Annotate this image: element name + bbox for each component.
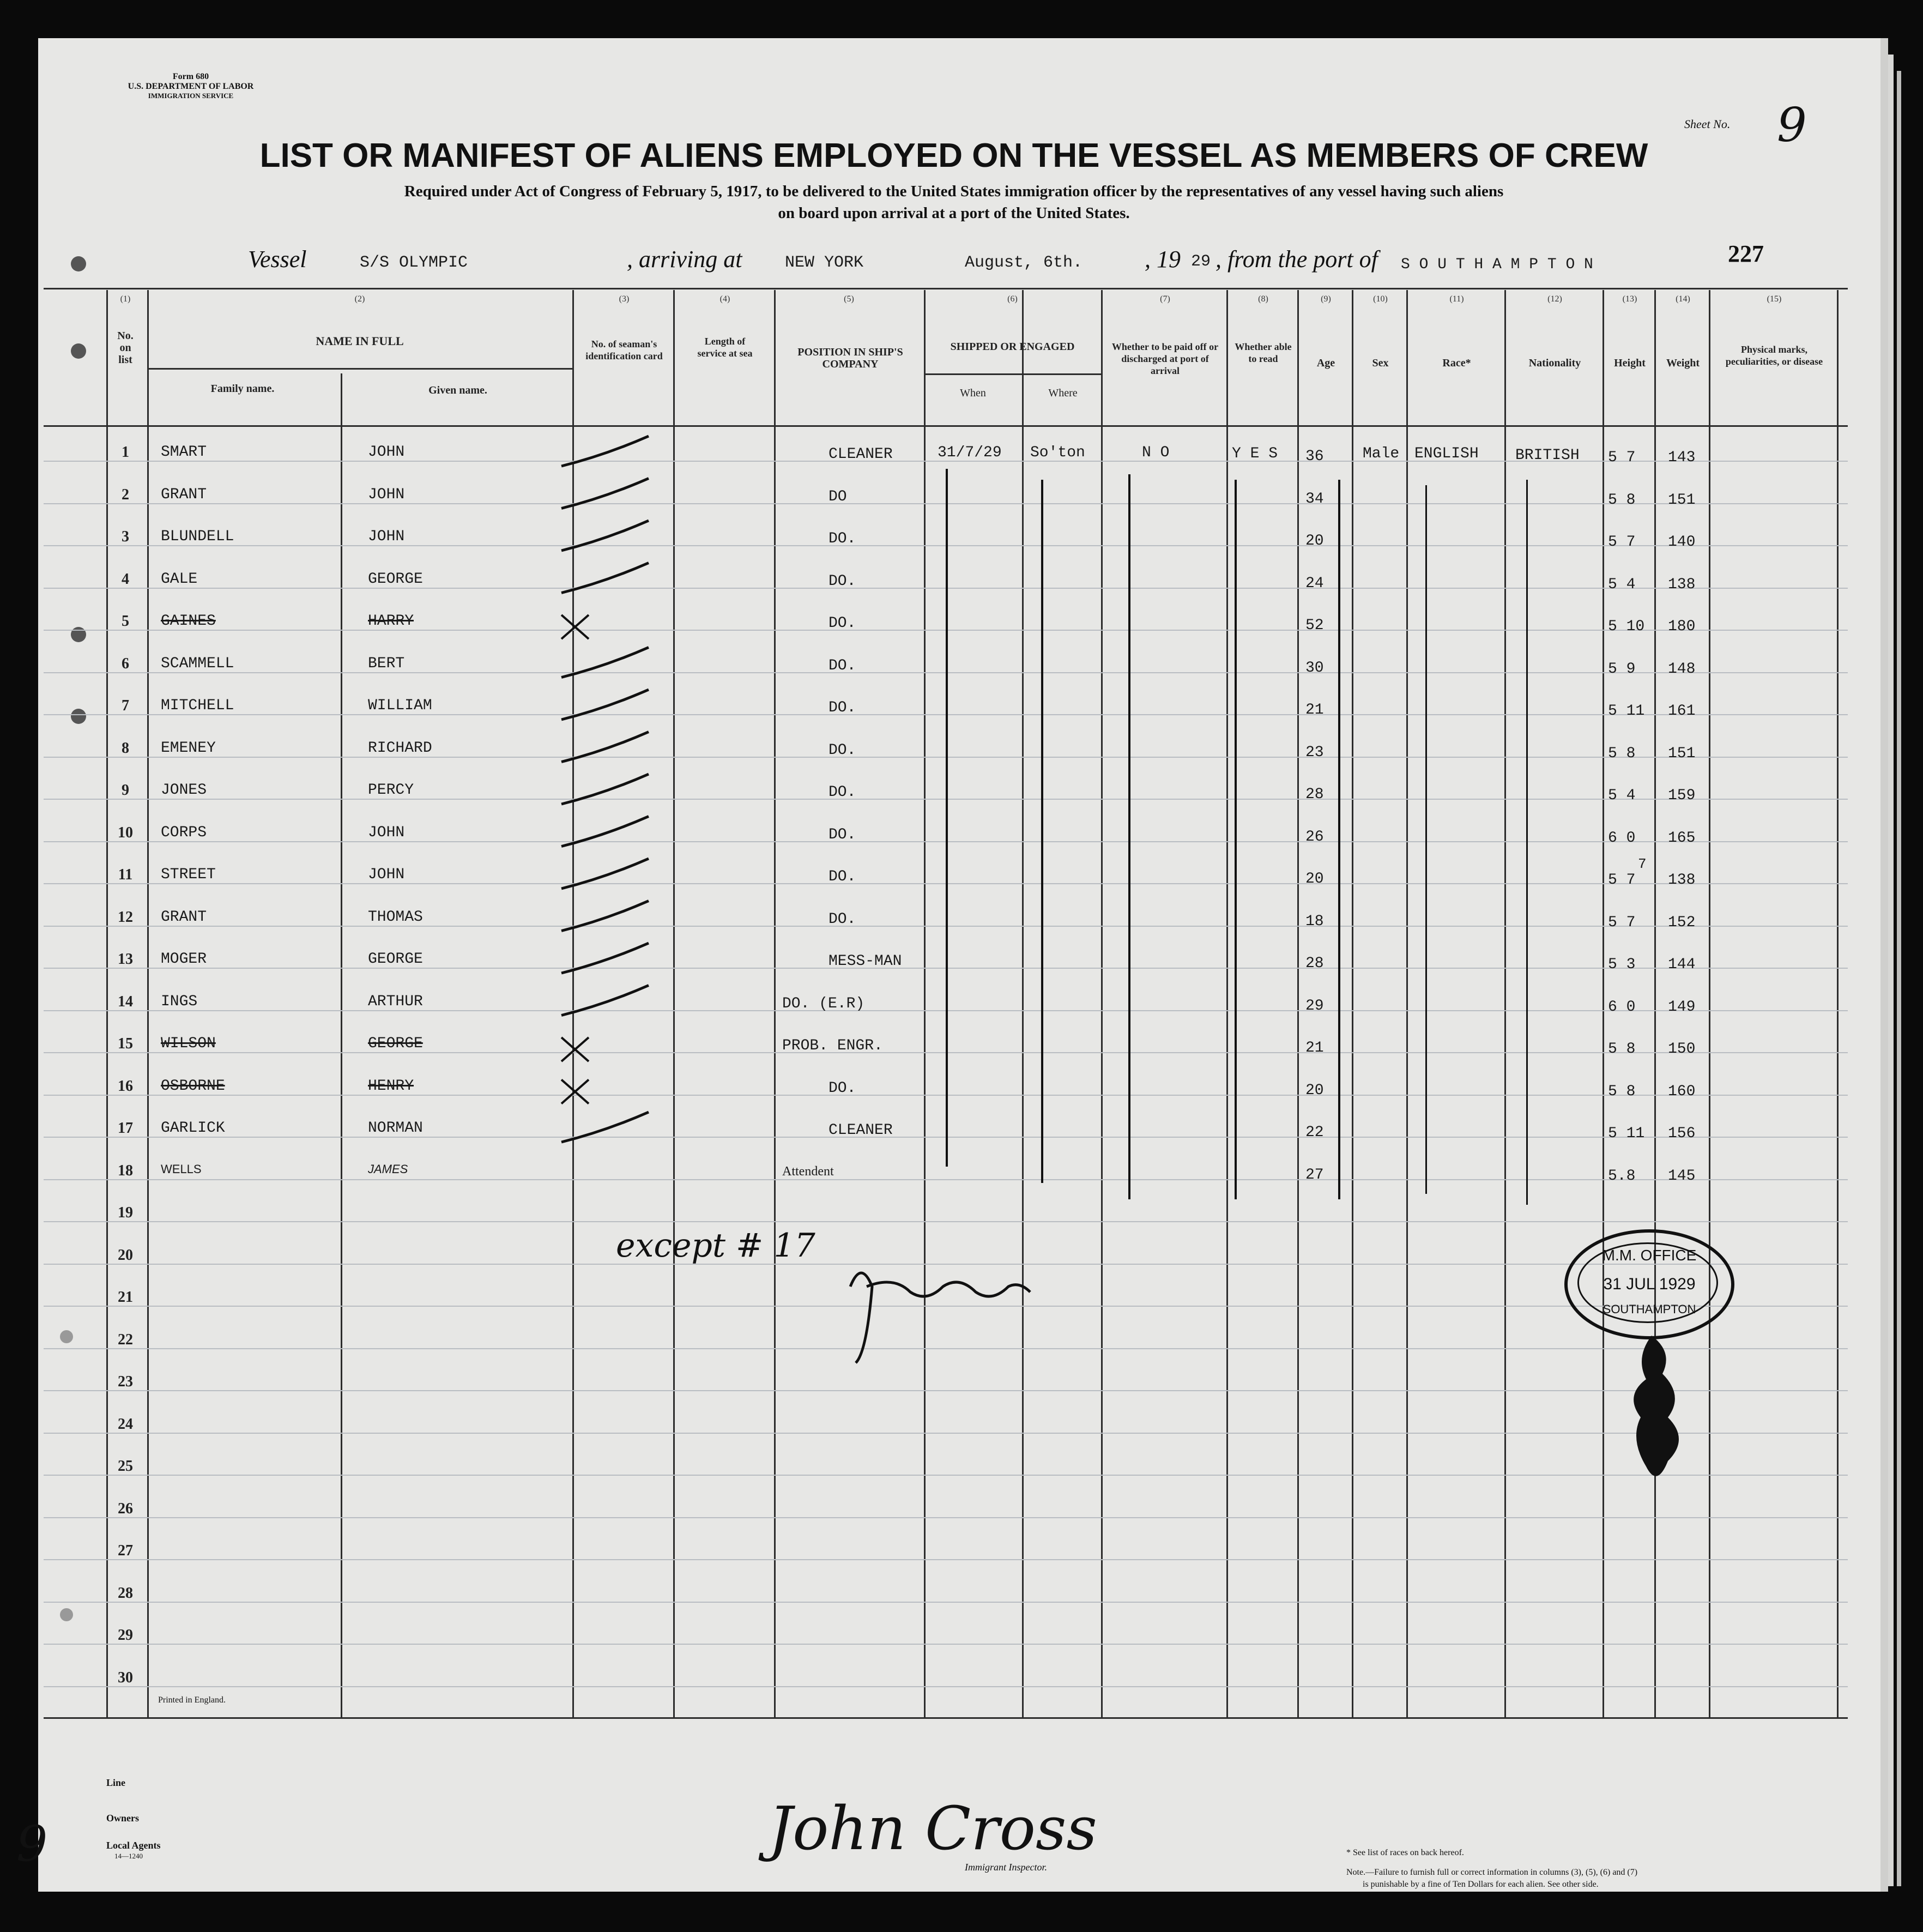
col-num: (1): [120, 294, 131, 304]
given-name: ARTHUR: [368, 993, 423, 1010]
sex-value: Male: [1363, 445, 1400, 462]
age: 18: [1305, 913, 1324, 930]
row-number: 18: [118, 1162, 133, 1179]
age: 20: [1305, 1082, 1324, 1099]
row-number: 10: [118, 824, 133, 841]
row-number: 6: [122, 655, 129, 672]
row-number: 15: [118, 1035, 133, 1052]
line-label: Line: [106, 1777, 126, 1788]
row-number: 26: [118, 1500, 133, 1517]
col-header-shipped: SHIPPED OR ENGAGED: [950, 341, 1075, 353]
position: Attendent: [782, 1164, 834, 1179]
given-name: JOHN: [368, 866, 405, 883]
row-number: 12: [118, 908, 133, 926]
age: 29: [1305, 997, 1324, 1015]
family-name: MITCHELL: [161, 697, 234, 714]
given-name: HENRY: [368, 1077, 414, 1095]
weight: 159: [1668, 787, 1696, 804]
position: DO.: [829, 826, 856, 843]
weight: 165: [1668, 829, 1696, 847]
given-name: JAMES: [368, 1162, 408, 1176]
manifest-sheet: [16, 38, 1888, 1892]
col-num: (2): [354, 294, 365, 304]
year-prefix: , 19: [1145, 246, 1181, 273]
weight-correction: 7: [1638, 856, 1647, 872]
position: DO: [829, 488, 847, 505]
family-name: JONES: [161, 782, 207, 799]
position: PROB. ENGR.: [782, 1037, 883, 1054]
initials-scribble: [845, 1254, 1041, 1374]
row-number: 19: [118, 1204, 133, 1221]
col-header-age: Age: [1316, 357, 1335, 369]
age: 21: [1305, 1040, 1324, 1056]
position: DO.: [829, 784, 856, 801]
given-name: GEORGE: [368, 951, 423, 968]
family-name: INGS: [161, 993, 198, 1010]
family-name: WILSON: [161, 1035, 216, 1052]
department: U.S. DEPARTMENT OF LABOR: [128, 82, 254, 91]
check-mark: [561, 943, 649, 973]
age: 28: [1305, 955, 1324, 972]
position: DO.: [829, 657, 856, 674]
vessel-label: Vessel: [248, 246, 307, 273]
col-num: (3): [619, 294, 630, 304]
position: DO.: [829, 741, 856, 759]
races-note: * See list of races on back hereof.: [1346, 1848, 1464, 1857]
shipped-when: 31/7/29: [938, 444, 1002, 461]
weight: 143: [1668, 449, 1696, 466]
stamp-top: M.M. OFFICE: [1602, 1247, 1697, 1264]
paid-off-value: N O: [1142, 444, 1170, 461]
weight: 150: [1668, 1041, 1696, 1058]
check-mark: [561, 648, 649, 678]
height: 5 8: [1608, 1041, 1636, 1058]
given-name: HARRY: [368, 613, 414, 630]
check-mark: [561, 563, 649, 593]
family-name: STREET: [161, 866, 216, 883]
family-name: GALE: [161, 570, 198, 588]
inspector-label: Immigrant Inspector.: [965, 1862, 1047, 1873]
position: DO.: [829, 1079, 856, 1097]
col-header-read: Whether able to read: [1235, 341, 1292, 364]
col-header-length: Length of service at sea: [697, 336, 753, 359]
weight: 160: [1668, 1083, 1696, 1100]
age: 52: [1305, 617, 1324, 634]
age: 36: [1305, 448, 1324, 465]
height: 5 7: [1608, 449, 1636, 466]
position: DO.: [829, 699, 856, 716]
handwritten-annotation: except # 17: [616, 1227, 815, 1265]
age: 22: [1305, 1124, 1324, 1141]
height: 5 8: [1608, 1083, 1636, 1100]
row-number: 9: [122, 782, 129, 799]
check-marks: [38, 38, 1880, 1892]
row-number: 11: [118, 866, 133, 883]
weight: 149: [1668, 998, 1696, 1016]
able-to-read-value: Y E S: [1232, 445, 1278, 462]
given-name: BERT: [368, 655, 405, 672]
printed-note: Printed in England.: [158, 1695, 226, 1705]
weight: 152: [1668, 914, 1696, 931]
row-number: 1: [122, 444, 129, 461]
height: 5 8: [1608, 745, 1636, 762]
col-num: (4): [719, 294, 730, 304]
year-suffix: 29: [1191, 252, 1211, 271]
note-line-2: is punishable by a fine of Ten Dollars for each alien. See other side.: [1363, 1880, 1599, 1889]
inspector-signature: John Cross: [769, 1794, 1097, 1863]
list-number: 227: [1728, 240, 1764, 267]
given-name: THOMAS: [368, 908, 423, 926]
row-number: 25: [118, 1458, 133, 1475]
weight: 145: [1668, 1167, 1696, 1185]
check-mark: [561, 521, 649, 551]
row-number: 23: [118, 1373, 133, 1390]
row-number: 3: [122, 528, 129, 545]
given-name: PERCY: [368, 782, 414, 799]
row-number: 24: [118, 1415, 133, 1433]
given-name: NORMAN: [368, 1120, 423, 1137]
col-num: (5): [844, 294, 854, 304]
race-value: ENGLISH: [1414, 445, 1479, 462]
given-name: GEORGE: [368, 1035, 423, 1052]
height: 5 7: [1608, 534, 1636, 551]
height: 5.8: [1608, 1167, 1636, 1185]
arrival-port: NEW YORK: [785, 253, 864, 272]
check-mark: [561, 1112, 649, 1142]
row-number: 5: [122, 613, 129, 630]
family-name: EMENEY: [161, 739, 216, 757]
row-number: 30: [118, 1669, 133, 1686]
family-name: MOGER: [161, 951, 207, 968]
check-mark: [561, 901, 649, 931]
nationality-value: BRITISH: [1515, 447, 1580, 464]
form-code: 14—1240: [114, 1852, 143, 1860]
page-edge: [1888, 55, 1894, 1886]
height: 5 8: [1608, 491, 1636, 509]
height: 5 3: [1608, 956, 1636, 973]
col-header-when: When: [960, 387, 986, 399]
age: 28: [1305, 786, 1324, 803]
row-number: 4: [122, 570, 129, 588]
age: 21: [1305, 702, 1324, 719]
given-name: JOHN: [368, 444, 405, 461]
col-num: (6): [1007, 294, 1018, 304]
row-number: 29: [118, 1627, 133, 1644]
col-header-marks: Physical marks, peculiarities, or disease: [1725, 344, 1823, 367]
family-name: GRANT: [161, 486, 207, 503]
row-number: 22: [118, 1331, 133, 1348]
weight: 156: [1668, 1125, 1696, 1142]
col-header-name: NAME IN FULL: [316, 334, 404, 348]
arrival-date: August, 6th.: [965, 253, 1083, 272]
col-num: (13): [1622, 294, 1637, 304]
weight: 144: [1668, 956, 1696, 973]
col-header-paid-off: Whether to be paid off or discharged at port of arrival: [1111, 341, 1219, 376]
weight: 151: [1668, 491, 1696, 509]
given-name: JOHN: [368, 528, 405, 545]
subtitle-line-1: Required under Act of Congress of February 5, 1917, to be delivered to the United States immigration officer by the representatives of any vessel having such aliens: [404, 183, 1504, 200]
position: CLEANER: [829, 446, 893, 463]
stamp-date: 31 JUL 1929: [1603, 1275, 1696, 1293]
col-num: (7): [1160, 294, 1170, 304]
from-label: , from the port of: [1216, 246, 1378, 273]
stamp-bottom: SOUTHAMPTON: [1602, 1302, 1696, 1316]
note-line-1: Note.—Failure to furnish full or correct information in columns (3), (5), (6) and (7): [1346, 1868, 1638, 1877]
age: 20: [1305, 533, 1324, 550]
height: 5 4: [1608, 787, 1636, 804]
family-name: OSBORNE: [161, 1077, 225, 1095]
family-name: GARLICK: [161, 1120, 225, 1137]
position: DO.: [829, 572, 856, 590]
col-num: (11): [1449, 294, 1464, 304]
check-mark: [561, 986, 649, 1016]
given-name: JOHN: [368, 824, 405, 841]
weight: 138: [1668, 576, 1696, 593]
check-mark: [561, 479, 649, 509]
col-num: (8): [1258, 294, 1268, 304]
service: IMMIGRATION SERVICE: [148, 92, 234, 100]
position: DO.: [829, 910, 856, 928]
check-mark: [561, 732, 649, 762]
form-number: Form 680: [172, 72, 209, 81]
departure-port: S O U T H A M P T O N: [1401, 256, 1593, 273]
office-stamp: [1564, 1229, 1734, 1339]
weight: 148: [1668, 660, 1696, 678]
height: 5 9: [1608, 660, 1636, 678]
col-header-where: Where: [1048, 387, 1078, 399]
subtitle-line-2: on board upon arrival at a port of the United States.: [778, 204, 1130, 222]
page-edge: [1897, 71, 1901, 1886]
weight: 180: [1668, 618, 1696, 635]
col-header-sex: Sex: [1372, 357, 1389, 369]
col-header-no: No. on list: [117, 330, 134, 366]
col-header-nationality: Nationality: [1528, 357, 1581, 369]
weight: 140: [1668, 534, 1696, 551]
family-name: GRANT: [161, 908, 207, 926]
corner-mark: 9: [16, 1815, 48, 1873]
check-mark: [561, 436, 649, 466]
row-number: 20: [118, 1246, 133, 1264]
col-header-height: Height: [1614, 357, 1646, 369]
col-num: (15): [1767, 294, 1782, 304]
height: 5 10: [1608, 618, 1645, 635]
col-header-given: Given name.: [428, 384, 487, 396]
position: MESS-MAN: [829, 953, 902, 970]
family-name: BLUNDELL: [161, 528, 234, 545]
sheet-number: 9: [1777, 98, 1807, 153]
row-number: 14: [118, 993, 133, 1010]
position: DO.: [829, 615, 856, 632]
col-num: (10): [1373, 294, 1388, 304]
arriving-label: , arriving at: [627, 246, 742, 273]
row-number: 21: [118, 1289, 133, 1306]
position: DO.: [829, 530, 856, 547]
given-name: RICHARD: [368, 739, 432, 757]
col-header-position: POSITION IN SHIP'S COMPANY: [797, 346, 903, 370]
height: 5 7: [1608, 914, 1636, 931]
sheet-label: Sheet No.: [1684, 117, 1731, 131]
local-agents-label: Local Agents: [106, 1840, 161, 1851]
check-mark: [561, 690, 649, 720]
family-name: GAINES: [161, 613, 216, 630]
col-header-id-card: No. of seaman's identification card: [585, 339, 663, 361]
row-number: 8: [122, 739, 129, 757]
position: DO.: [829, 868, 856, 885]
age: 20: [1305, 871, 1324, 887]
row-number: 13: [118, 951, 133, 968]
col-header-family: Family name.: [210, 383, 275, 395]
ink-blot: [1608, 1330, 1717, 1494]
family-name: WELLS: [161, 1162, 202, 1176]
height: 5 11: [1608, 703, 1645, 720]
age: 24: [1305, 575, 1324, 592]
col-num: (14): [1676, 294, 1690, 304]
shipped-where: So'ton: [1030, 444, 1085, 461]
age: 23: [1305, 744, 1324, 761]
weight: 138: [1668, 872, 1696, 889]
family-name: CORPS: [161, 824, 207, 841]
height: 6 0: [1608, 829, 1636, 847]
row-number: 7: [122, 697, 129, 714]
weight: 151: [1668, 745, 1696, 762]
position: CLEANER: [829, 1122, 893, 1139]
col-num: (9): [1321, 294, 1331, 304]
vessel-name: S/S OLYMPIC: [360, 253, 468, 272]
page-title: LIST OR MANIFEST OF ALIENS EMPLOYED ON THE VESSEL AS MEMBERS OF CREW: [259, 137, 1648, 174]
age: 26: [1305, 828, 1324, 846]
height: 5 4: [1608, 576, 1636, 593]
height: 5 11: [1608, 1125, 1645, 1142]
row-number: 2: [122, 486, 129, 503]
row-number: 16: [118, 1077, 133, 1095]
row-number: 28: [118, 1584, 133, 1602]
col-header-weight: Weight: [1666, 357, 1700, 369]
position: DO. (E.R): [782, 995, 865, 1012]
col-num: (12): [1547, 294, 1562, 304]
row-number: 27: [118, 1542, 133, 1559]
age: 34: [1305, 490, 1324, 508]
family-name: SMART: [161, 444, 207, 461]
check-mark: [561, 774, 649, 804]
given-name: GEORGE: [368, 570, 423, 588]
owners-label: Owners: [106, 1813, 139, 1824]
height: 6 0: [1608, 998, 1636, 1016]
family-name: SCAMMELL: [161, 655, 234, 672]
row-number: 17: [118, 1120, 133, 1137]
check-mark: [561, 859, 649, 889]
age: 30: [1305, 659, 1324, 677]
given-name: WILLIAM: [368, 697, 432, 714]
height: 5 7: [1608, 872, 1636, 889]
age: 27: [1305, 1166, 1324, 1184]
check-mark: [561, 817, 649, 847]
weight: 161: [1668, 703, 1696, 720]
col-header-race: Race*: [1442, 357, 1471, 369]
given-name: JOHN: [368, 486, 405, 503]
